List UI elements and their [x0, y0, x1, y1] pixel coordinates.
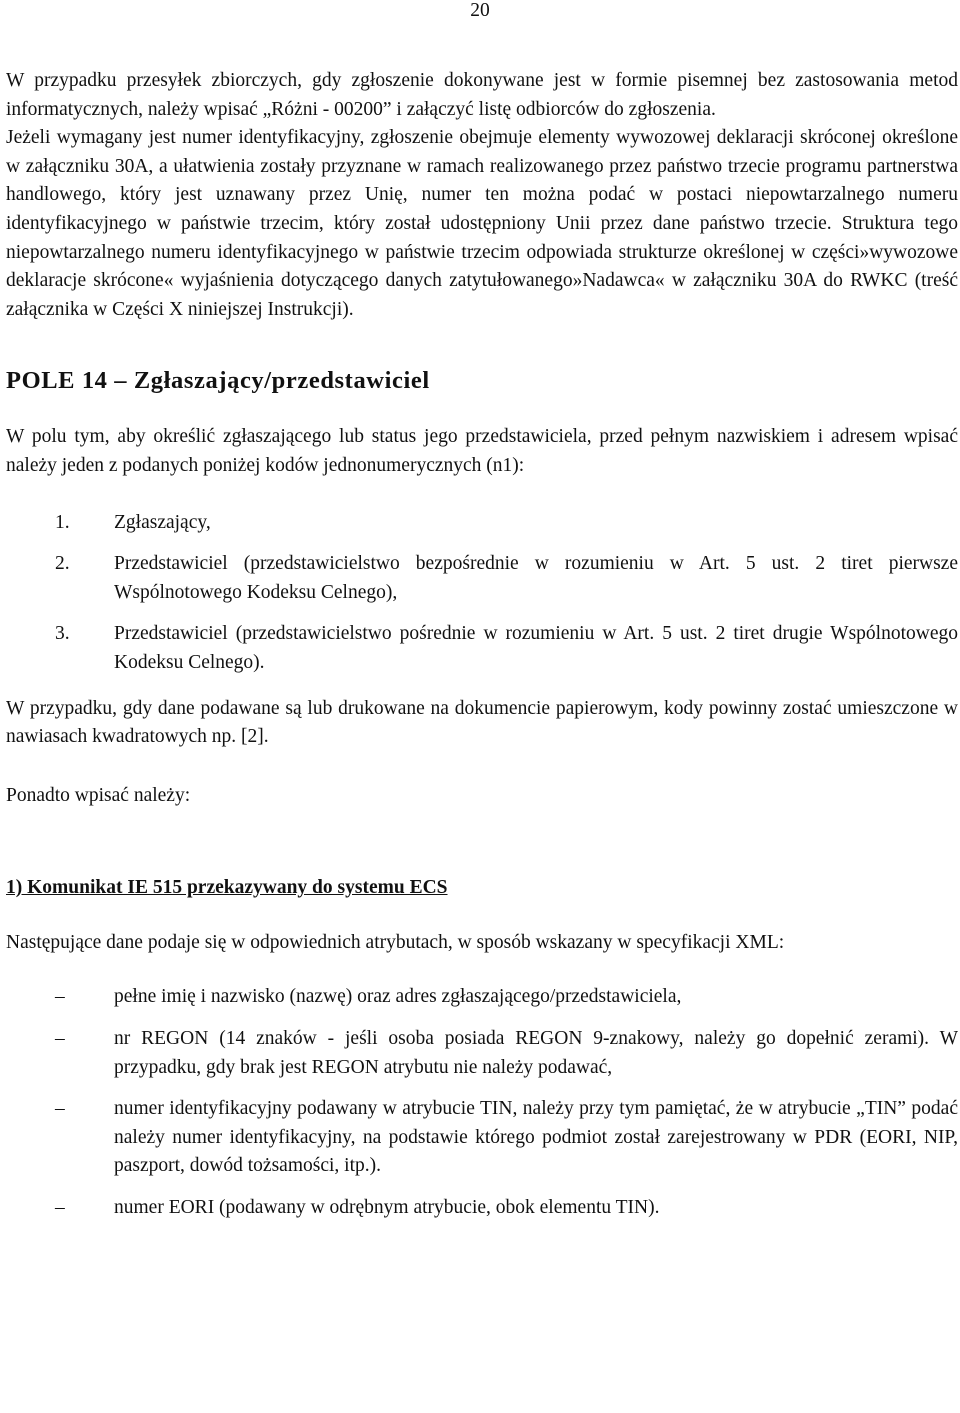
paragraph-paper-document-codes: W przypadku, gdy dane podawane są lub drukowane na dokumencie papierowym, kody powinny zostać umieszczone w nawiasach kwadratowych np. [2].: [6, 697, 958, 748]
attribute-list-item: [6, 983, 958, 1012]
attribute-list: [6, 983, 958, 1222]
paragraph-declarant-codes-intro: W polu tym, aby określić zgłaszającego lub status jego przedstawiciela, przed pełnym nazwiskiem i adresem wpisać należy jeden z podanych poniżej kodów jednonumerycznych (n1):: [6, 426, 958, 476]
dash-marker: –: [55, 1098, 65, 1120]
code-description: Zgłaszający,: [114, 511, 211, 533]
code-number: 2.: [55, 553, 70, 575]
subheading-ie515-message: 1) Komunikat IE 515 przekazywany do systemu ECS: [6, 877, 448, 899]
code-list-item: [6, 509, 958, 538]
paragraph-collective-shipments: W przypadku przesyłek zbiorczych, gdy zgłoszenie dokonywane jest w formie pisemnej bez zastosowania metod informatycznych, należy wpisać „Różni - 00200” i załączyć listę odbiorców do zgłoszenia.: [6, 70, 958, 120]
paragraph-additionally: Ponadto wpisać należy:: [6, 784, 191, 806]
code-list-item: [6, 550, 958, 607]
dash-marker: –: [55, 1197, 65, 1219]
attribute-list-item: [6, 1194, 958, 1223]
code-list-item: [6, 620, 958, 677]
page-number: 20: [470, 0, 490, 21]
attribute-description: numer EORI (podawany w odrębnym atrybucie, obok elementu TIN).: [114, 1197, 660, 1219]
code-description: Przedstawiciel (przedstawicielstwo pośrednie w rozumieniu w Art. 5 ust. 2 tiret drugie Wspólnotowego Kodeksu Celnego).: [114, 623, 958, 673]
attribute-description: pełne imię i nazwisko (nazwę) oraz adres zgłaszającego/przedstawiciela,: [114, 986, 682, 1008]
paragraph-identification-number: Jeżeli wymagany jest numer identyfikacyjny, zgłoszenie obejmuje elementy wywozowej deklaracji skróconej określone w załączniku 30A, a ułatwienia zostały przyznane w ramach realizowanego przez państwo trzecie programu partnerstwa handlowego, który jest uznawany przez Unię, numer ten można podać w postaci niepowtarzalnego numeru identyfikacyjnego w państwie trzecim, który został udostępniony Unii przez dane państwo trzecie. Struktura tego niepowtarzalnego numeru identyfikacyjnego w państwie trzecim odpowiada strukturze określonej w części»wywozowe deklaracje skrócone« wyjaśnienia dotyczącego danych zatytułowanego»Nadawca« w załączniku 30A do RWKC (treść załącznika w Części X niniejszej Instrukcji).: [6, 127, 958, 320]
declarant-code-list: [6, 509, 958, 678]
code-number: 1.: [55, 511, 70, 533]
dash-marker: –: [55, 986, 65, 1008]
section-heading-pole-14: POLE 14 – Zgłaszający/przedstawiciel: [6, 367, 430, 395]
attribute-list-item: [6, 1025, 958, 1082]
code-number: 3.: [55, 623, 70, 645]
dash-marker: –: [55, 1028, 65, 1050]
page-content: [6, 67, 958, 1236]
attribute-description: numer identyfikacyjny podawany w atrybucie TIN, należy przy tym pamiętać, że w atrybucie „TIN” podać należy numer identyfikacyjny, na podstawie którego podmiot został zarejestrowany w PDR (EORI, NIP, paszport, dowód tożsamości, itp.).: [114, 1098, 958, 1177]
attribute-description: nr REGON (14 znaków - jeśli osoba posiada REGON 9-znakowy, należy go dopełnić zerami). W przypadku, gdy brak jest REGON atrybutu nie należy podawać,: [114, 1028, 958, 1078]
attribute-list-item: [6, 1095, 958, 1181]
code-description: Przedstawiciel (przedstawicielstwo bezpośrednie w rozumieniu w Art. 5 ust. 2 tiret pierwsze Wspólnotowego Kodeksu Celnego),: [114, 553, 958, 603]
paragraph-xml-attributes: Następujące dane podaje się w odpowiednich atrybutach, w sposób wskazany w specyfikacji XML:: [6, 931, 785, 953]
